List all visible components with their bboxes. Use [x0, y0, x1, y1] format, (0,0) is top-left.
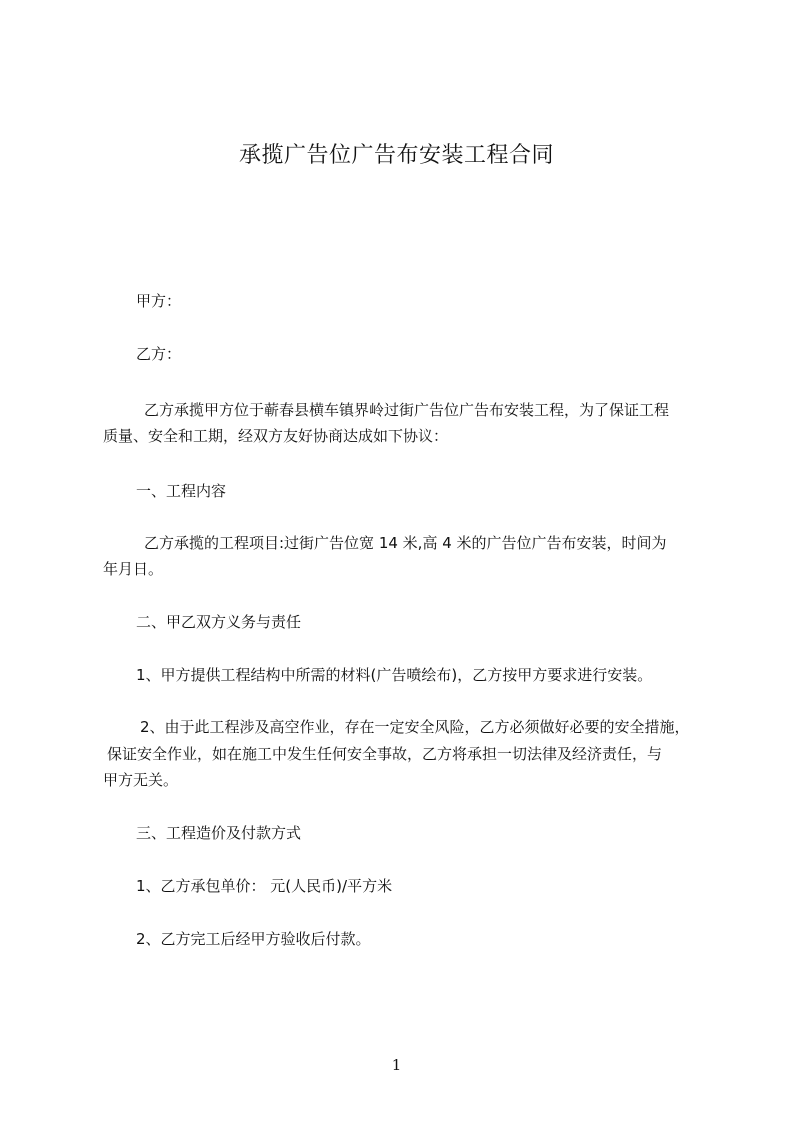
section-1-line-2: 年月日。	[103, 560, 164, 578]
section-3-item-1: 1、乙方承包单价： 元(人民币)/平方米	[136, 877, 393, 895]
section-2-item-2-line-2: 保证安全作业，如在施工中发生任何安全事故，乙方将承担一切法律及经济责任，与	[107, 745, 663, 763]
section-3-item-2: 2、乙方完工后经甲方验收后付款。	[136, 930, 371, 948]
section-3-heading: 三、工程造价及付款方式	[136, 824, 302, 842]
section-2-item-1: 1、甲方提供工程结构中所需的材料(广告喷绘布)，乙方按甲方要求进行安装。	[136, 666, 653, 684]
section-1-heading: 一、工程内容	[136, 482, 227, 500]
contract-title: 承揽广告位广告布安装工程合同	[238, 143, 554, 168]
intro-line-2: 质量、安全和工期，经双方友好协商达成如下协议：	[103, 427, 449, 445]
party-b-label: 乙方：	[136, 345, 182, 363]
intro-line-1: 乙方承揽甲方位于蕲春县横车镇界岭过街广告位广告布安装工程，为了保证工程	[144, 401, 670, 419]
section-1-line-1: 乙方承揽的工程项目:过街广告位宽 14 米,高 4 米的广告位广告布安装，时间为	[144, 534, 667, 552]
party-a-label: 甲方：	[136, 292, 182, 310]
section-2-item-2-line-1: 2、由于此工程涉及高空作业，存在一定安全风险，乙方必须做好必要的安全措施，	[140, 718, 690, 736]
section-2-item-2-line-3: 甲方无关。	[103, 771, 179, 789]
section-2-heading: 二、甲乙双方义务与责任	[136, 613, 302, 631]
page-number: 1	[391, 1056, 402, 1074]
